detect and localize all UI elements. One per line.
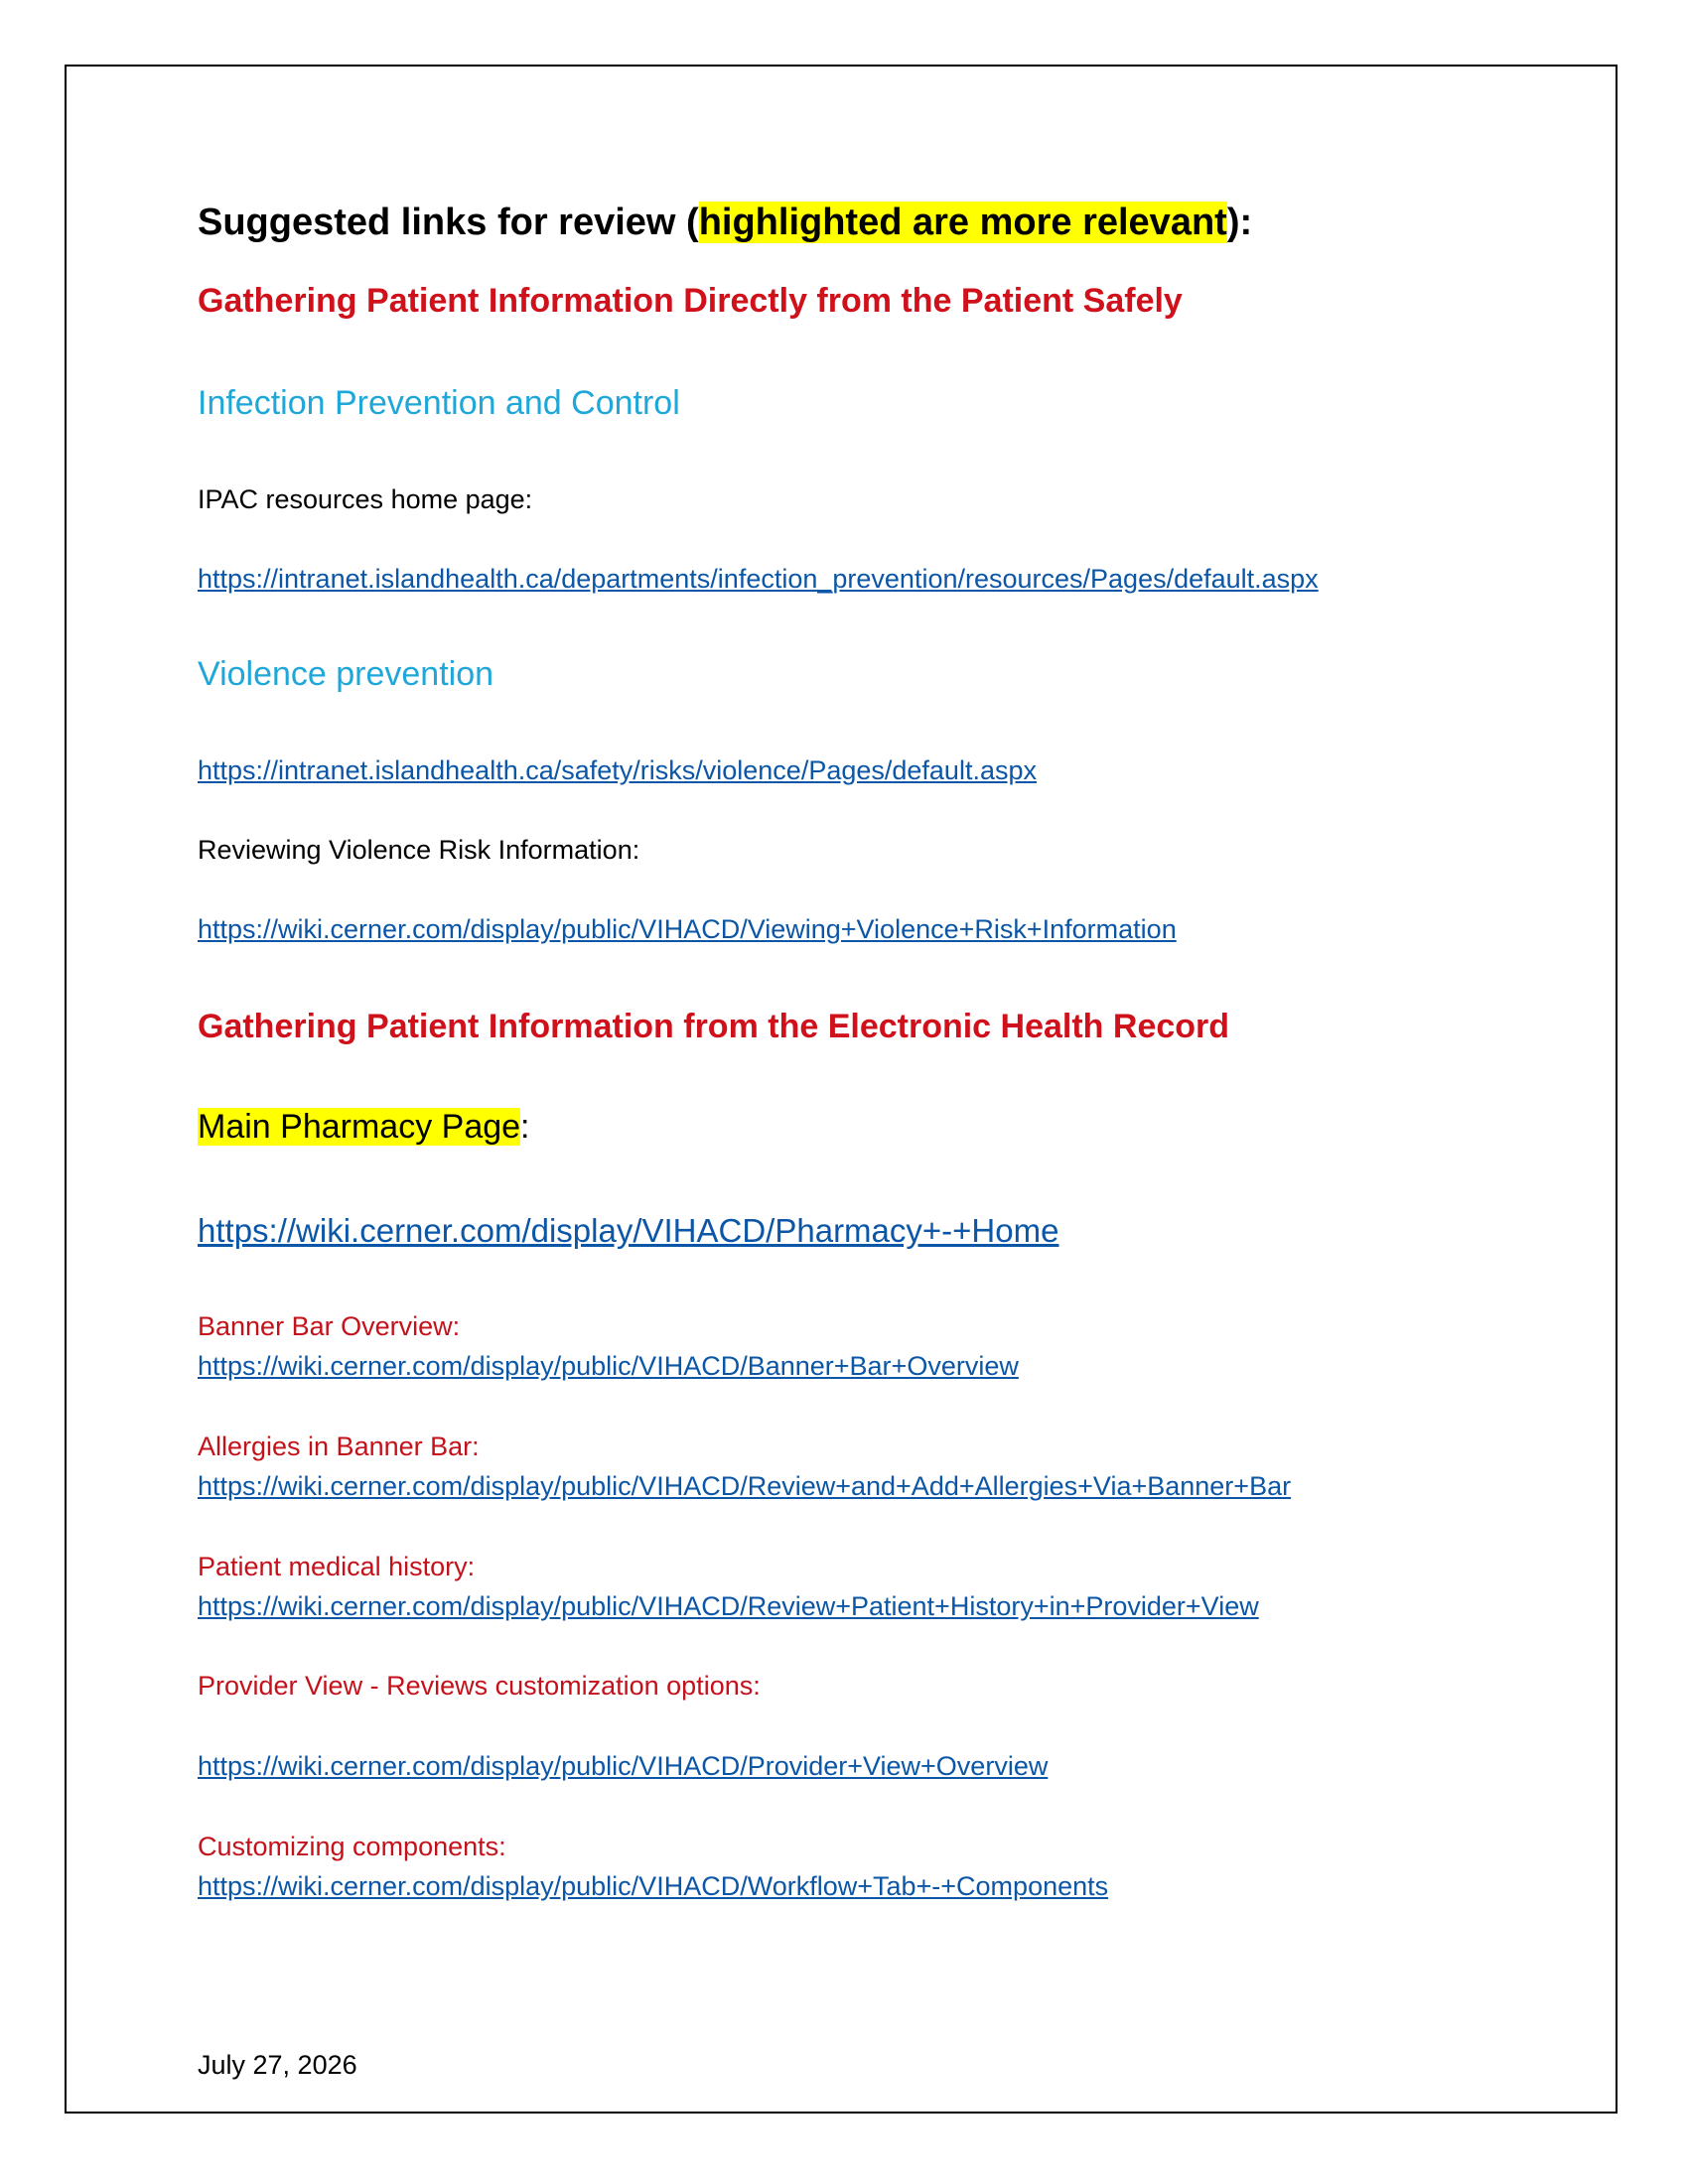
section-heading-ehr: Gathering Patient Information from the Electronic Health Record (198, 1008, 1230, 1045)
page-border (65, 65, 1618, 2114)
topic-heading-violence: Violence prevention (198, 655, 494, 693)
violence-risk-label: Reviewing Violence Risk Information: (198, 835, 640, 865)
pharmacy-heading (198, 1108, 530, 1147)
topic-heading-ipac: Infection Prevention and Control (198, 384, 680, 422)
patient-history-label: Patient medical history: (198, 1552, 476, 1581)
page-title-highlight: highlighted are more relevant (698, 202, 1227, 243)
violence-risk-link[interactable]: https://wiki.cerner.com/display/public/VIHACD/Viewing+Violence+Risk+Information (198, 914, 1177, 944)
footer-date: July 27, 2026 (198, 2050, 357, 2080)
pharmacy-heading-colon: : (520, 1108, 530, 1146)
allergies-banner-bar-label: Allergies in Banner Bar: (198, 1432, 480, 1461)
page-title-suffix: ): (1226, 202, 1253, 243)
patient-history-link[interactable]: https://wiki.cerner.com/display/public/VIHACD/Review+Patient+History+in+Provider+View (198, 1591, 1259, 1621)
customizing-components-label: Customizing components: (198, 1832, 506, 1861)
provider-view-label: Provider View - Reviews customization options: (198, 1671, 761, 1701)
allergies-banner-bar-link[interactable]: https://wiki.cerner.com/display/public/VIHACD/Review+and+Add+Allergies+Via+Banner+Bar (198, 1471, 1292, 1501)
banner-bar-overview-link[interactable]: https://wiki.cerner.com/display/public/VIHACD/Banner+Bar+Overview (198, 1351, 1019, 1381)
page-title (198, 202, 1252, 245)
customizing-components-link[interactable]: https://wiki.cerner.com/display/public/VIHACD/Workflow+Tab+-+Components (198, 1871, 1109, 1901)
ipac-link[interactable]: https://intranet.islandhealth.ca/departments/infection_prevention/resources/Pages/default.aspx (198, 564, 1319, 594)
section-heading-direct: Gathering Patient Information Directly from the Patient Safely (198, 282, 1183, 320)
pharmacy-heading-label: Main Pharmacy Page (198, 1108, 521, 1146)
violence-prevention-link[interactable]: https://intranet.islandhealth.ca/safety/risks/violence/Pages/default.aspx (198, 755, 1037, 785)
page-title-prefix: Suggested links for review ( (198, 202, 699, 243)
ipac-label: IPAC resources home page: (198, 484, 533, 514)
pharmacy-home-link[interactable]: https://wiki.cerner.com/display/VIHACD/Pharmacy+-+Home (198, 1212, 1059, 1249)
provider-view-link[interactable]: https://wiki.cerner.com/display/public/VIHACD/Provider+View+Overview (198, 1751, 1049, 1781)
banner-bar-overview-label: Banner Bar Overview: (198, 1311, 461, 1341)
